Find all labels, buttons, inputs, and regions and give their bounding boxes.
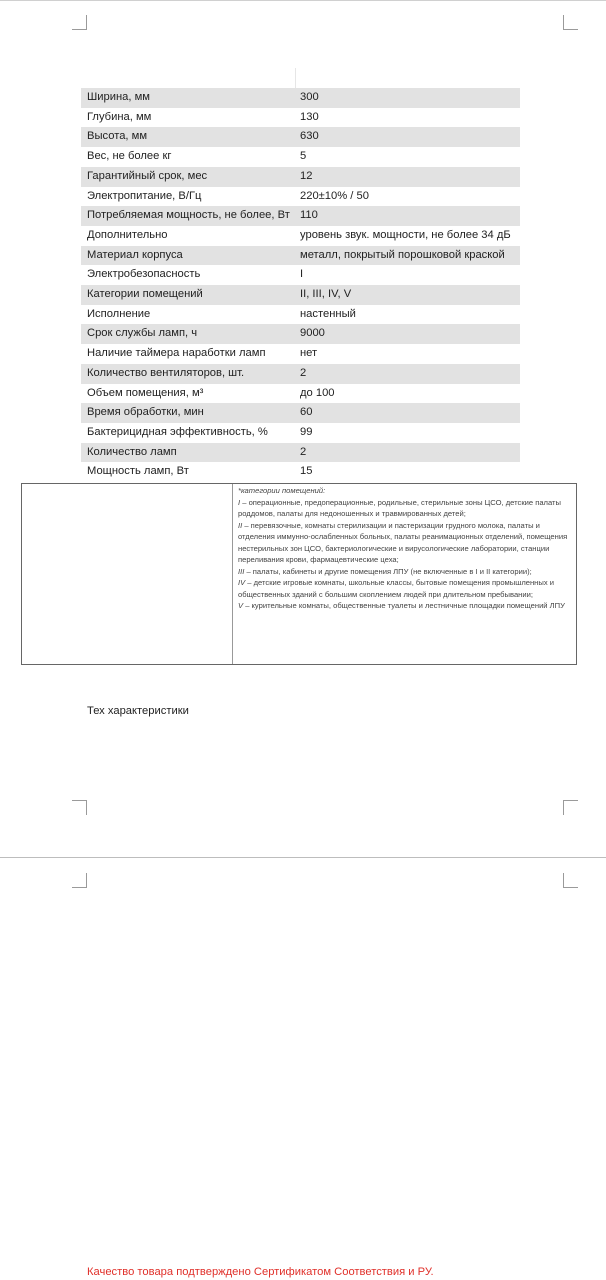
note-title: *категории помещений: (238, 486, 326, 495)
spec-row (81, 187, 520, 207)
spec-row (81, 246, 520, 266)
note-item (238, 497, 574, 520)
spec-label: Материал корпуса (81, 246, 294, 266)
spec-value: 9000 (294, 324, 520, 344)
spec-value: 15 (300, 465, 313, 478)
spec-value: 2 (294, 443, 520, 463)
note-description: – палаты, кабинеты и другие помещения ЛПУ (не включенные в I и II категории); (244, 566, 532, 576)
note-item (238, 600, 574, 612)
spec-value: 110 (294, 206, 520, 226)
spec-value: 2 (294, 364, 520, 384)
spec-row (81, 226, 520, 246)
spec-label: Вес, не более кг (87, 150, 172, 163)
spec-value: I (300, 268, 304, 281)
spec-row (81, 167, 520, 187)
spec-label: Потребляемая мощность, не более, Вт (81, 206, 294, 226)
note-category: III (238, 566, 245, 576)
spec-label: Количество вентиляторов, шт. (81, 364, 294, 384)
note-item (238, 566, 574, 578)
spec-row (81, 305, 520, 325)
spec-value: нет (300, 347, 318, 360)
spec-label: Бактерицидная эффективность, % (87, 425, 268, 438)
spec-value: 99 (300, 425, 313, 438)
spec-table (81, 88, 520, 482)
tech-specs-label: Тех характеристики (87, 705, 189, 717)
note-category: II (238, 520, 243, 530)
page-corner-mark (72, 873, 87, 888)
spec-row (81, 403, 520, 423)
note-items (238, 497, 574, 612)
spec-label: Количество ламп (81, 443, 294, 463)
room-categories-note (21, 483, 577, 665)
column-guide (295, 68, 296, 88)
page-corner-mark (72, 15, 87, 30)
spec-value: II, III, IV, V (294, 285, 520, 305)
spec-row (81, 324, 520, 344)
spec-row (81, 108, 520, 128)
note-category: V (238, 601, 244, 610)
spec-label: Гарантийный срок, мес (81, 167, 294, 187)
page-corner-mark (72, 800, 87, 815)
spec-row (81, 462, 520, 482)
spec-label: Мощность ламп, Вт (87, 465, 189, 478)
spec-value: 300 (294, 88, 520, 108)
spec-row (81, 344, 520, 364)
spec-value: металл, покрытый порошковой краской (294, 246, 520, 266)
spec-label: Высота, мм (81, 127, 294, 147)
spec-value: 5 (300, 150, 307, 163)
note-category: I (238, 497, 241, 507)
spec-value: 12 (294, 167, 520, 187)
spec-value: до 100 (300, 386, 335, 399)
spec-row (81, 443, 520, 463)
spec-label: Глубина, мм (87, 110, 152, 123)
page-top-border (0, 0, 606, 1)
note-item (238, 577, 574, 600)
note-description: – детские игровые комнаты, школьные классы, бытовые помещения промышленных и общественных зданий с большим скоплением людей при длительном пребывании; (238, 578, 554, 599)
spec-label: Наличие таймера наработки ламп (87, 347, 266, 360)
spec-value: 630 (294, 127, 520, 147)
certificate-note: Качество товара подтверждено Сертификатом Соответствия и РУ. (87, 1266, 434, 1278)
page-corner-mark (563, 15, 578, 30)
spec-row (81, 423, 520, 443)
spec-value: 60 (294, 403, 520, 423)
note-category: IV (238, 578, 246, 587)
spec-row (81, 285, 520, 305)
spec-value: 130 (300, 110, 319, 123)
spec-value: 220±10% / 50 (300, 189, 369, 202)
spec-label: Категории помещений (81, 285, 294, 305)
note-item (238, 520, 574, 566)
spec-row (81, 88, 520, 108)
spec-row (81, 265, 520, 285)
spec-value: уровень звук. мощности, не более 34 дБ (300, 228, 511, 241)
note-description: – перевязочные, комнаты стерилизации и пастеризации грудного молока, палаты и отделения иммунно-ослабленных больных, палаты реанимационных отделений, помещения нестерильных зон ЦСО, бактериологические и вирусологические лаборатории, станции переливания крови, фармацевтические цеха; (238, 520, 568, 564)
note-text (238, 485, 574, 612)
note-divider (232, 484, 233, 664)
spec-label: Срок службы ламп, ч (81, 324, 294, 344)
spec-label: Электропитание, В/Гц (87, 189, 202, 202)
note-description: – курительные комнаты, общественные туалеты и лестничные площадки помещений ЛПУ (243, 601, 565, 610)
spec-label: Исполнение (87, 307, 151, 320)
spec-value: настенный (300, 307, 356, 320)
spec-label: Электробезопасность (87, 268, 201, 281)
page-break (0, 857, 606, 858)
page-corner-mark (563, 873, 578, 888)
spec-row (81, 147, 520, 167)
spec-label: Время обработки, мин (81, 403, 294, 423)
spec-label: Ширина, мм (81, 88, 294, 108)
spec-label: Дополнительно (87, 228, 168, 241)
note-description: – операционные, предоперационные, родильные, стерильные зоны ЦСО, детские палаты роддомов, палаты для недоношенных и травмированных детей; (238, 497, 561, 518)
spec-row (81, 364, 520, 384)
page-corner-mark (563, 800, 578, 815)
spec-label: Объем помещения, м³ (87, 386, 204, 399)
spec-row (81, 206, 520, 226)
spec-row (81, 384, 520, 404)
spec-row (81, 127, 520, 147)
